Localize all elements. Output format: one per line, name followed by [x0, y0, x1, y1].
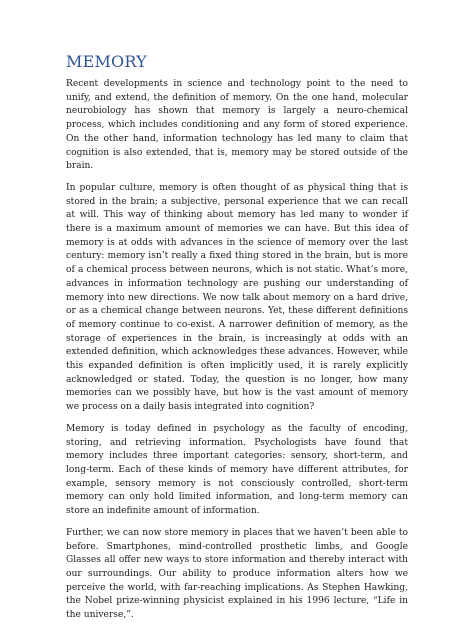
paragraph-2: In popular culture, memory is often thought of as physical thing that is stored in the brain; a subjective, personal experience that we can recall at will. This way of thinking about memory has led many to wonder if there is a maximum amount of memories we can have. But this idea of memory is at odds with advances in the science of memory over the last century: memory isn’t really a fixed thing stored in the brain, but is more of a chemical process between neurons, which is not static. What’s more, advances in information technology are pushing our understanding of memory into new directions. We now talk about memory on a hard drive, or as a chemical change between neurons. Yet, these different definitions of memory continue to co-exist. A narrower definition of memory, as the storage of experiences in the brain, is increasingly at odds with an extended definition, which acknowledges these advances. However, while this expanded definition is often implicitly used, it is rarely explicitly acknowledged or stated. Today, the question is no longer, how many memories can we possibly have, but how is the vast amount of memory we process on a daily basis integrated into cognition?: [66, 182, 408, 413]
paragraph-1: Recent developments in science and technology point to the need to unify, and extend, the definition of memory. On the one hand, molecular neurobiology has shown that memory is largely a neuro-chemical process, which includes conditioning and any form of stored experience. On the other hand, information technology has led many to claim that cognition is also extended, that is, memory may be stored outside of the brain.: [66, 79, 408, 172]
document-body: [66, 52, 408, 631]
paragraph-3: Memory is today defined in psychology as the faculty of encoding, storing, and retrieving information. Psychologists have found that memory includes three important categories: sensory, short-term, and long-term. Each of these kinds of memory have different attributes, for example, sensory memory is not consciously controlled, short-term memory can only hold limited information, and long-term memory can store an indefinite amount of information.: [66, 423, 408, 517]
document-title: MEMORY: [66, 52, 147, 71]
paragraph-4: Further, we can now store memory in places that we haven’t been able to before. Smartphones, mind-controlled prosthetic limbs, and Google Glasses all offer new ways to store information and thereby interact with our surroundings. Our ability to produce information alters how we perceive the world, with far-reaching implications. As Stephen Hawking, the Nobel prize-winning physicist explained in his 1996 lecture, “Life in the universe,”.: [66, 527, 408, 621]
